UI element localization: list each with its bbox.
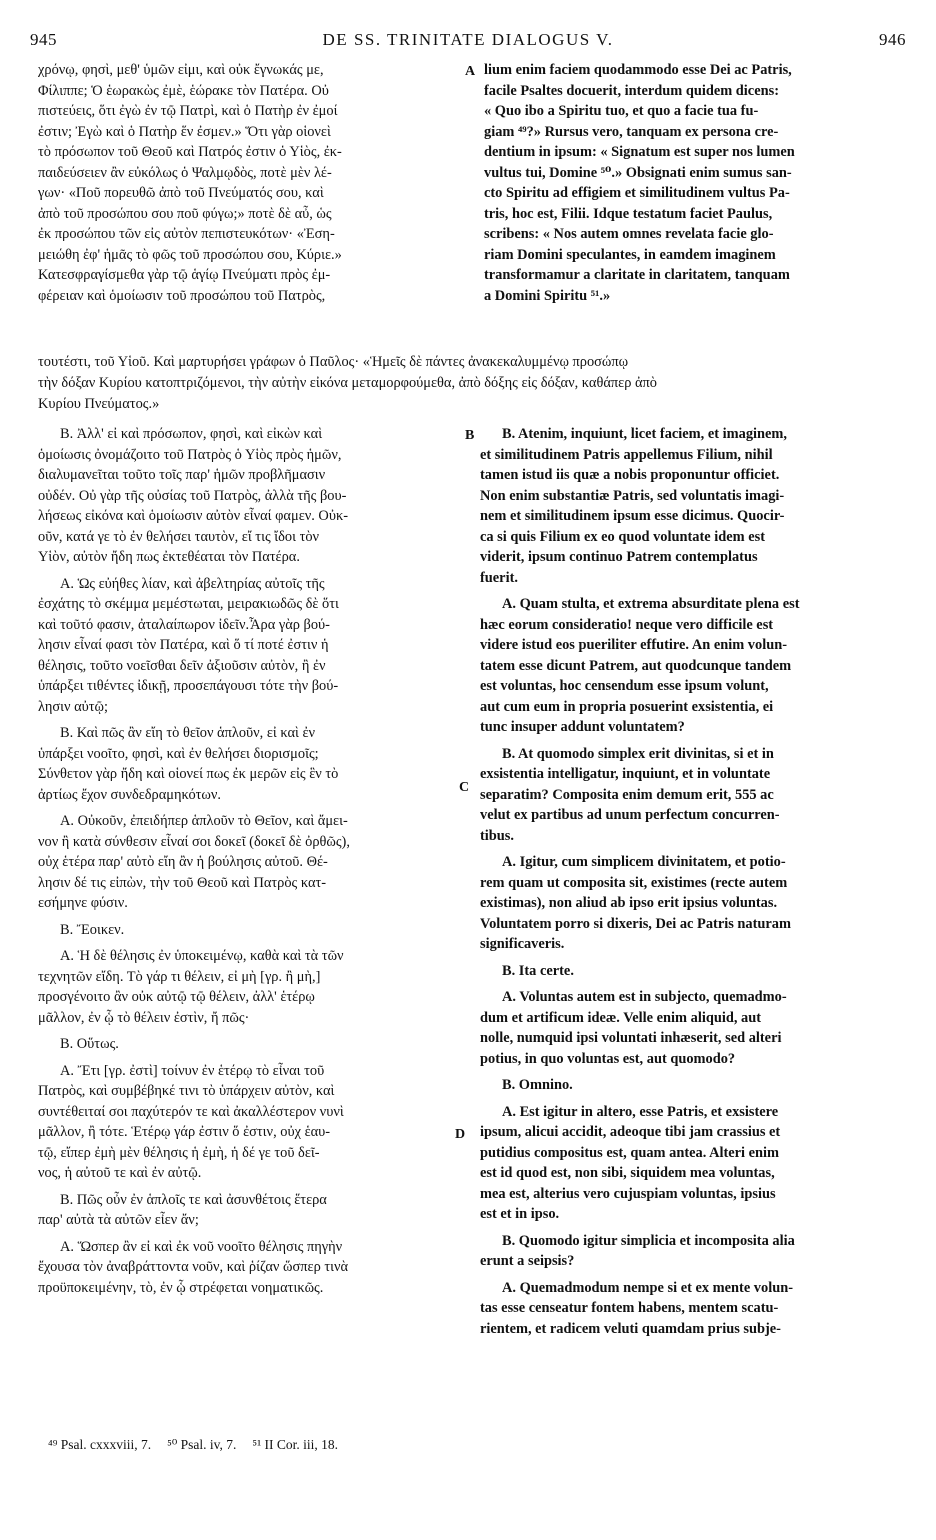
text-line: putidius compositus est, quam antea. Alteri enim [480,1144,780,1161]
latin-column-top [484,60,904,306]
text-line: ἀρτίως ἔχον συνδεδραμηκότων. [38,786,222,803]
text-line: τεχνητῶν εἴδη. Τὸ γάρ τι θέλειν, εἰ μὴ [γρ. ἢ μὴ,] [38,968,321,985]
text-line: B. Ἀλλ' εἰ καὶ πρόσωπον, φησὶ, καὶ εἰκὼν καὶ [60,426,323,442]
greek-line: Κυρίου Πνεύματος.» [38,396,160,412]
text-line: μᾶλλον, ἐν ᾧ τὸ θέλειν ἐστὶν, ἤ πῶς· [38,1009,250,1026]
text-line: λησιν αὐτῷ; [38,698,109,715]
running-title: DE SS. TRINITATE DIALOGUS V. [322,30,614,49]
latin-paragraph [480,1075,904,1096]
text-line: A. Igitur, cum simplicem divinitatem, et potio- [502,854,786,870]
text-line: οῦν, κατά γε τὸ ἐν θελήσει ταυτὸν, εἴ τις ἴδοι τὸν [38,528,320,545]
text-line: A. Οὐκοῦν, ἐπειδήπερ ἁπλοῦν τὸ Θεῖον, καὶ ἄμει- [60,813,348,829]
greek-paragraph [38,920,458,941]
greek-line: ἀπὸ τοῦ προσώπου σου ποῦ φύγω;» ποτὲ δὲ αὖ, ὡς [38,205,332,222]
text-line: Voluntatem porro si dixeris, Dei ac Patris naturam [480,915,791,932]
text-line: συντέθειταί σοι παχύτερόν τε καὶ ἀκαλλέστερον νυνὶ [38,1103,344,1120]
greek-line: πιστεύεις, ὅτι ἐγὼ ἐν τῷ Πατρὶ, καὶ ὁ Πατὴρ ἐν ἐμοί [38,103,338,119]
greek-paragraph [38,946,458,1028]
text-line: A. Ὡς εὐήθες λίαν, καὶ ἀβελτηρίας αὐτοῖς τῆς [60,575,325,592]
text-line: θέλησις, τοῦτο νοεῖσθαι δεῖν ἀξιοῦσιν αὐτὸν, ἢ ἐν [38,657,326,674]
latin-line: facile Psaltes docuerit, interdum quidem dicens: [484,82,779,99]
text-line: B. Quomodo igitur simplicia et incomposita alia [502,1232,795,1249]
text-line: B. Οὕτως. [60,1036,119,1052]
latin-paragraph [480,852,904,955]
text-line: est et in ipso. [480,1206,560,1222]
text-line: A. Ἔτι [γρ. ἐστὶ] τοίνυν ἐν ἑτέρῳ τὸ εἶναι τοῦ [60,1062,325,1079]
greek-paragraph [38,723,458,805]
latin-line: cto Spiritu ad effigiem et similitudinem vultus Pa- [484,185,790,201]
text-line: νον ἢ κατὰ σύνθεσιν εἶναί σοι δοκεῖ (δοκεῖ δὲ ὀρθῶς), [38,833,350,850]
section-marker-a: A [465,64,476,79]
text-line: παρ' αὐτὰ τὰ αὐτῶν εἶεν ἄν; [38,1212,199,1228]
text-line: mea est, alterius vero cujuspiam voluntas, ipsius [480,1185,776,1202]
footnote: ⁵⁰ Psal. iv, 7. [167,1437,237,1452]
text-line: προϋποκειμένην, τὸ, ἐν ᾧ στρέφεται νοηματικῶς. [38,1279,324,1296]
latin-paragraph [480,987,904,1069]
greek-line: μειώθη ἐφ' ἡμᾶς τὸ φῶς τοῦ προσώπου σου, Κύριε.» [38,246,342,263]
greek-line: Φίλιππε; Ὁ ἑωρακὼς ἐμὲ, ἑώρακε τὸν Πατέρα. Οὐ [38,82,329,99]
text-line: A. Quam stulta, et extrema absurditate plena est [502,596,800,612]
text-line: velut ex partibus ad unum perfectum concurren- [480,807,780,823]
text-line: rem quam ut composita sit, existimes (recte autem [480,874,788,891]
section-marker-b: B [465,428,475,443]
latin-paragraph [480,744,904,847]
greek-paragraph [38,574,458,718]
text-line: exsistentia intelligatur, inquiunt, et in voluntate [480,766,771,782]
latin-line: lium enim faciem quodammodo esse Dei ac Patris, [484,62,792,78]
text-line: A. Ἡ δὲ θέλησις ἐν ὑποκειμένῳ, καθὰ καὶ τὰ τῶν [60,948,344,964]
text-line: tamen istud iis quæ a nobis proponuntur officiet. [480,467,780,483]
greek-paragraph [38,1061,458,1184]
text-line: οὐδέν. Οὐ γὰρ τῆς οὐσίας τοῦ Πατρὸς, ἀλλὰ τῆς βου- [38,487,347,504]
text-line: προσγένοιτο ἂν οὐκ αὐτῷ τῷ θέλειν, ἀλλ' ἑτέρῳ [38,989,315,1005]
text-line: aut cum eum in propria posuerint exsistentia, ei [480,698,774,715]
text-line: ὁμοίωσις ὀνομάζοιτο τοῦ Πατρὸς ὁ Υἱὸς πρὸς ἡμῶν, [38,446,342,463]
text-line: potius, in quo voluntas est, aut quomodo? [480,1050,736,1067]
text-line: Non enim substantiæ Patris, sed voluntatis imagi- [480,487,785,504]
page-number-left: 945 [30,30,57,49]
section-marker-d: D [455,1127,466,1142]
text-line: ca si quis Filium ex eo quod voluntate idem est [480,528,766,545]
latin-line: vultus tui, Domine ⁵⁰.» Obsignati enim sumus san- [484,164,792,181]
greek-paragraph [38,1034,458,1055]
latin-line: tris, hoc est, Filii. Idque testatum faciet Paulus, [484,205,773,222]
text-line: διαλυμανεῖται τοῦτο τοῖς παρ' ἡμῶν προβλῆμασιν [38,467,326,483]
running-header [30,30,906,56]
latin-line: riam Domini speculantes, in eamdem imaginem [484,246,776,263]
text-line: καὶ τοῦτό φασιν, ἀταλαίπωρον ἰδεῖν.Ἆρα γὰρ βού- [38,616,330,633]
text-line: B. At quomodo simplex erit divinitas, si et in [502,745,774,762]
latin-column-main [480,424,904,1339]
text-line: fuerit. [480,569,518,586]
text-line: tatem esse dicunt Patrem, aut quodcunque tandem [480,657,792,674]
text-line: tibus. [480,827,514,844]
greek-line: τουτέστι, τοῦ Υἱοῦ. Καὶ μαρτυρήσει γράφων ὁ Παῦλος· «Ἡμεῖς δὲ πάντες ἀνακεκαλυμμένῳ προσώπῳ [38,354,629,370]
text-line: B. Omnino. [502,1077,573,1093]
greek-column-main [38,424,458,1298]
text-line: Σύνθετον γὰρ ἤδη καὶ οἱονεί πως ἐκ μερῶν εἰς ἓν τὸ [38,766,339,782]
greek-line: ἐστιν; Ἐγὼ καὶ ὁ Πατὴρ ἕν ἐσμεν.» Ὅτι γὰρ οἱονεὶ [38,123,331,140]
text-line: rientem, et radicem veluti quamdam prius subje- [480,1320,781,1337]
text-line: λήσεως εἰκόνα καὶ ὁμοίωσιν αὐτὸν εἶναί φαμεν. Οὐκ- [38,508,348,524]
text-line: et similitudinem Patris appellemus Filium, nihil [480,446,773,463]
greek-line: παιδεύσειεν ἂν εὐκόλως ὁ Ψαλμῳδὸς, ποτὲ μὲν λέ- [38,164,332,181]
text-line: ἔχουσα τὸν ἀναβράττοντα νοῦν, καὶ ῥίζαν ὥσπερ τινὰ [38,1259,349,1275]
text-line: erunt a seipsis? [480,1253,575,1269]
latin-line: dentium in ipsum: « Signatum est super nos lumen [484,144,795,160]
text-line: νος, ἡ αὐτοῦ τε καὶ ἐν αὐτῷ. [38,1165,202,1181]
text-line: λησιν εἶναί φασι τὸν Πατέρα, καὶ ὅ τί ποτέ ἐστιν ἡ [38,637,329,653]
text-line: A. Est igitur in altero, esse Patris, et exsistere [502,1103,779,1120]
text-line: ὑπάρξει τιθέντες ἰδικῇ, προσεπάγουσι τότε τὴν βού- [38,678,339,694]
greek-line: γων· «Ποῦ πορευθῶ ἀπὸ τοῦ Πνεύματός σου, καὶ [38,185,324,201]
text-line: ὑπάρξει νοοῖτο, φησὶ, καὶ ἐν θελήσει διορισμοῖς; [38,745,319,762]
text-line: est id quod est, non sibi, siquidem mea voluntas, [480,1165,775,1181]
greek-line: χρόνῳ, φησὶ, μεθ' ὑμῶν εἰμι, καὶ οὐκ ἔγνωκάς με, [38,62,324,78]
text-line: tas esse censeatur fontem habens, mentem scatu- [480,1300,779,1316]
text-line: λησιν δέ τις εἰπὼν, τὴν τοῦ Θεοῦ καὶ Πατρὸς κατ- [38,874,327,891]
text-line: est voluntas, hoc censendum esse ipsum volunt, [480,678,769,694]
greek-line: φέρειαν καὶ ὁμοίωσιν τοῦ προσώπου τοῦ Πατρὸς, [38,287,326,304]
greek-line: Κατεσφραγίσμεθα γὰρ τῷ ἁγίῳ Πνεύματι πρὸς ἐμ- [38,267,331,283]
latin-paragraph [480,424,904,588]
text-line: B. Ita certe. [502,962,574,979]
text-line: B. Ἔοικεν. [60,921,125,938]
greek-paragraph [38,1237,458,1299]
footnote: ⁴⁹ Psal. cxxxviii, 7. [48,1437,152,1452]
footnote: ⁵¹ II Cor. iii, 18. [252,1437,339,1452]
text-line: Υἱὸν, αὐτὸν ἤδη πως ἐκτεθέαται τὸν Πατέρα. [38,549,300,565]
greek-column-top [38,60,458,306]
text-line: ἐσχάτης τὸ σκέμμα μεμέστωται, μειρακιωδῶς δὲ ὅτι [38,596,339,612]
full-width-greek-text [38,352,900,415]
text-line: tunc insuper addunt voluntatem? [480,719,685,735]
greek-line: ἐκ προσώπου τῶν εἰς αὐτὸν πεπιστευκότων· «Ἐση- [38,226,335,242]
text-line: significaveris. [480,936,565,952]
text-line: Πατρὸς, καὶ συμβέβηκέ τινι τὸ ὑπάρχειν αὐτὸν, καὶ [38,1083,335,1099]
text-line: nolle, numquid ipsi voluntati inhæserit, sed alteri [480,1030,782,1046]
text-line: εσήμηνε φύσιν. [38,895,128,911]
text-line: nem et similitudinem ipsum esse dicimus. Quocir- [480,508,785,524]
greek-line: τὸ πρόσωπον τοῦ Θεοῦ καὶ Πατρός ἐστιν ὁ Υἱὸς, ἐκ- [38,144,342,160]
text-line: B. Πῶς οὖν ἐν ἁπλοῖς τε καὶ ἀσυνθέτοις ἕτερα [60,1191,327,1208]
text-line: τῷ, εἴπερ ἐμὴ μὲν θέλησις ἡ ἐμὴ, ἡ δέ γε τοῦ δεῖ- [38,1144,320,1161]
greek-paragraph [38,424,458,568]
latin-paragraph [480,1231,904,1272]
greek-paragraph [38,811,458,914]
latin-line: « Quo ibo a Spiritu tuo, et quo a facie tua fu- [484,103,759,119]
text-line: viderit, ipsum continuo Patrem contemplatus [480,549,758,565]
page-number-right: 946 [879,30,906,49]
section-marker-c: C [459,780,470,795]
text-line: οὐχ ἑτέρα παρ' αὐτὸ εἴη ἂν ἡ βούλησις αὐτοῦ. Θέ- [38,854,328,870]
text-line: hæc eorum consideratio! neque vero difficile est [480,616,774,633]
latin-line: transformamur a claritate in claritatem, tanquam [484,267,790,283]
text-line: B. Καὶ πῶς ἂν εἴη τὸ θεῖον ἁπλοῦν, εἰ καὶ ἐν [60,725,316,741]
text-line: ipsum, alicui accidit, adeoque tibi jam crassius et [480,1124,781,1140]
footnotes [48,1437,354,1453]
latin-paragraph [480,1278,904,1340]
latin-paragraph [480,594,904,738]
text-line: videre istud eos pueriliter effutire. An enim volun- [480,637,787,653]
latin-paragraph [480,1102,904,1225]
text-line: B. Atenim, inquiunt, licet faciem, et imaginem, [502,426,787,442]
latin-paragraph [480,961,904,982]
latin-line: giam ⁴⁹?» Rursus vero, tanquam ex persona cre- [484,123,779,140]
latin-line: a Domini Spiritu ⁵¹.» [484,287,611,304]
text-line: μᾶλλον, ἢ τότε. Ἑτέρῳ γάρ ἐστιν ὅ ἐστιν, οὐχ ἑαυ- [38,1124,331,1140]
greek-paragraph [38,1190,458,1231]
text-line: A. Ὥσπερ ἂν εἰ καὶ ἐκ νοῦ νοοῖτο θέλησις πηγὴν [60,1238,343,1255]
text-line: existimas), non aliud ab ipso erit ipsius voluntas. [480,895,778,911]
latin-line: scribens: « Nos autem omnes revelata facie glo- [484,226,774,242]
text-line: A. Quemadmodum nempe si et ex mente volun- [502,1279,793,1296]
text-line: dum et artificum ideæ. Velle enim aliquid, aut [480,1009,762,1026]
greek-line: τὴν δόξαν Κυρίου κατοπτριζόμενοι, τὴν αὐτὴν εἰκόνα μεταμορφούμεθα, ἀπὸ δόξης εἰς δόξαν, καθάπερ ἀπὸ [38,375,657,391]
text-line: A. Voluntas autem est in subjecto, quemadmo- [502,989,787,1005]
text-line: separatim? Composita enim demum erit, 555 ac [480,786,774,803]
